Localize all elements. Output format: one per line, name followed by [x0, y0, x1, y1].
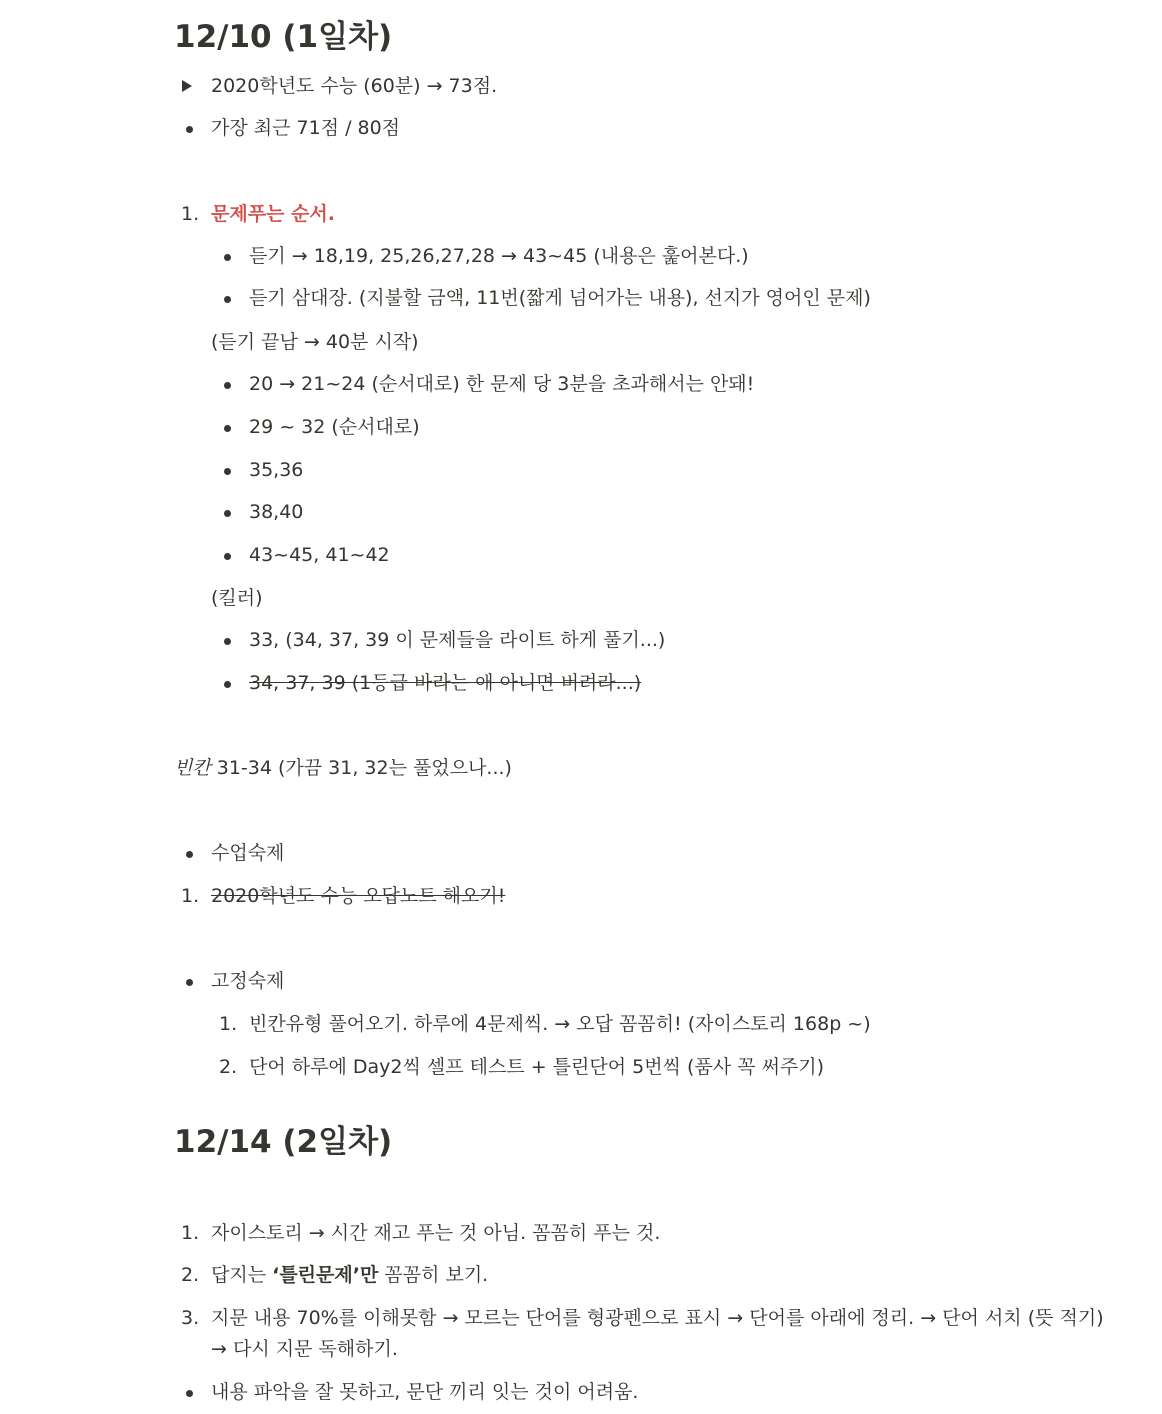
- killer-note: (킬러): [211, 587, 263, 609]
- bullet-icon: [224, 638, 231, 645]
- sequence-item-3: 35,36: [249, 459, 304, 481]
- list-number: 1.: [181, 885, 200, 907]
- toggle-triangle-icon[interactable]: [182, 80, 192, 92]
- bullet-icon: [186, 126, 193, 133]
- bullet-icon: [224, 468, 231, 475]
- blank-paragraph: [174, 759, 512, 778]
- fixed-homework-1: 빈칸유형 풀어오기. 하루에 4문제씩. → 오답 꼼꼼히! (자이스토리 168p ~): [249, 1013, 871, 1035]
- day1-heading: 12/10 (1일차): [174, 19, 393, 55]
- homework-label: 수업숙제: [211, 842, 285, 864]
- sequence-item-4: 38,40: [249, 501, 304, 523]
- listening-line-2: 듣기 삼대장. (지불할 금액, 11번(짧게 넘어가는 내용), 선지가 영어인 문제): [249, 287, 871, 309]
- homework-item: 2020학년도 수능 오답노트 해오기!: [211, 885, 506, 907]
- list-number: 2.: [181, 1264, 200, 1286]
- sequence-item-1: 20 → 21~24 (순서대로) 한 문제 당 3분을 초과해서는 안돼!: [249, 373, 755, 395]
- day2-last-bullet: 내용 파악을 잘 못하고, 문단 끼리 잇는 것이 어려움.: [211, 1381, 639, 1403]
- bullet-icon: [186, 1390, 193, 1397]
- day2-item-2-post: 꼼꼼히 보기.: [378, 1264, 489, 1286]
- bullet-icon: [224, 296, 231, 303]
- list-number: 3.: [181, 1307, 200, 1329]
- bullet-icon: [224, 254, 231, 261]
- list-number: 1.: [181, 1222, 200, 1244]
- day2-item-2: [211, 1266, 488, 1285]
- bullet-icon: [224, 425, 231, 432]
- fixed-homework-label: 고정숙제: [211, 970, 285, 992]
- sequence-item-2: 29 ~ 32 (순서대로): [249, 416, 420, 438]
- killer-item-2: 34, 37, 39 (1등급 바라는 애 아니면 버려라...): [249, 672, 642, 694]
- bullet-icon: [224, 382, 231, 389]
- bullet-icon: [224, 681, 231, 688]
- day2-item-3-line-1: 지문 내용 70%를 이해못함 → 모르는 단어를 형광펜으로 표시 → 단어를 아래에 정리. → 단어 서치 (뜻 적기): [211, 1307, 1104, 1329]
- day2-item-2-pre: 답지는: [211, 1264, 273, 1286]
- blank-italic: 빈칸: [174, 757, 211, 779]
- bullet-icon: [186, 979, 193, 986]
- day2-item-2-bold: ‘틀린문제’만: [272, 1264, 379, 1286]
- blank-text: 31-34 (가끔 31, 32는 풀었으나...): [210, 757, 512, 779]
- list-number: 2.: [219, 1056, 238, 1078]
- day2-item-1: 자이스토리 → 시간 재고 푸는 것 아님. 꼼꼼히 푸는 것.: [211, 1222, 661, 1244]
- listening-line-1: 듣기 → 18,19, 25,26,27,28 → 43~45 (내용은 훑어본다.): [249, 245, 749, 267]
- bullet-icon: [186, 851, 193, 858]
- listening-end-note: (듣기 끝남 → 40분 시작): [211, 331, 419, 353]
- fixed-homework-2: 단어 하루에 Day2씩 셀프 테스트 + 틀린단어 5번씩 (품사 꼭 써주기): [249, 1056, 824, 1078]
- order-title: 문제푸는 순서.: [211, 203, 335, 225]
- list-number: 1.: [181, 203, 200, 225]
- recent-score: 가장 최근 71점 / 80점: [211, 117, 401, 139]
- day2-item-3-line-2: → 다시 지문 독해하기.: [211, 1338, 398, 1360]
- sequence-item-5: 43~45, 41~42: [249, 544, 390, 566]
- bullet-icon: [224, 553, 231, 560]
- killer-item-1: 33, (34, 37, 39 이 문제들을 라이트 하게 풀기...): [249, 629, 666, 651]
- toggle-line[interactable]: 2020학년도 수능 (60분) → 73점.: [211, 75, 498, 97]
- bullet-icon: [224, 510, 231, 517]
- day2-heading: 12/14 (2일차): [174, 1124, 393, 1160]
- list-number: 1.: [219, 1013, 238, 1035]
